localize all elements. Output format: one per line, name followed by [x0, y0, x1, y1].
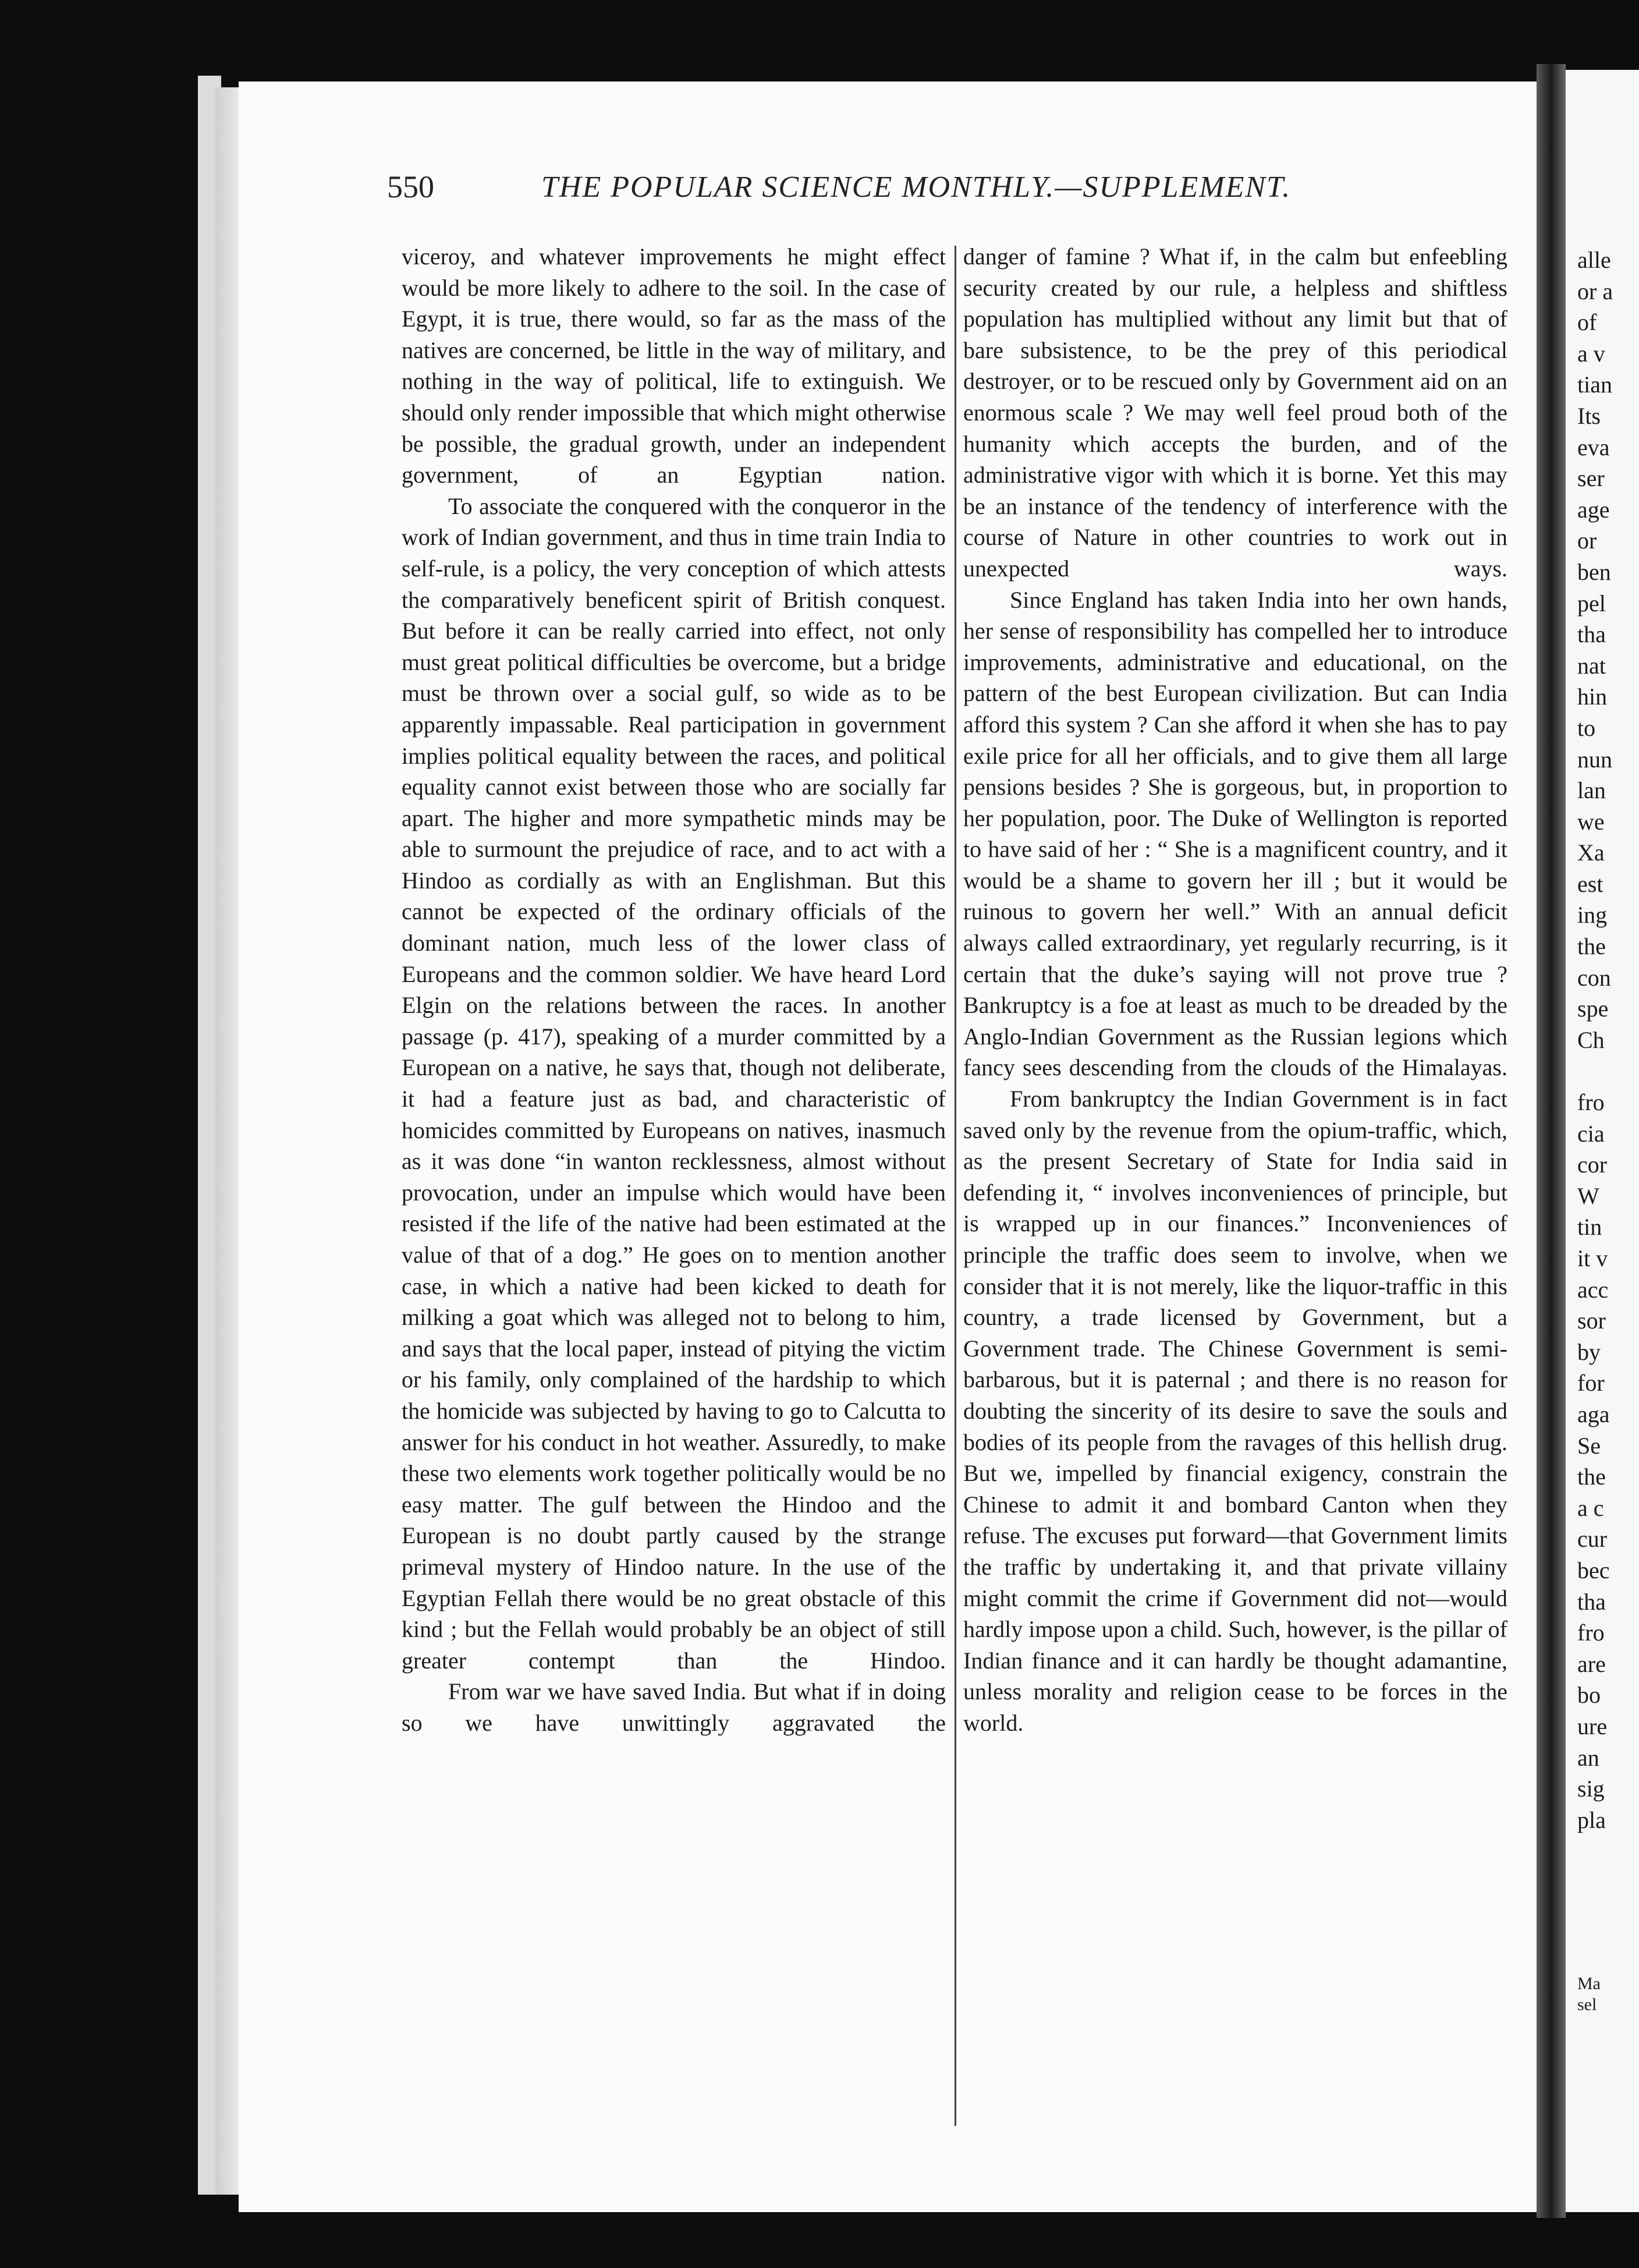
book-gutter — [1537, 64, 1566, 2218]
next-page-text-fragments: alle or a of a v tian Its eva ser age or ben pel tha nat hin to nun lan we Xa est ing the con spe Ch fro cia cor W tin it v acc sor by for aga Se the a c cur bec tha fro are bo ure an sig pla — [1577, 247, 1613, 1833]
running-title: THE POPULAR SCIENCE MONTHLY.—SUPPLEMENT. — [541, 171, 1292, 204]
paragraph: To associate the conquered with the conqueror in the work of Indian government, and thus in time train India to self-rule, is a policy, the very conception of which attests the comparatively beneficent spirit of British conquest. But before it can be really carried into effect, not only must great political difficulties be overcome, but a bridge must be thrown over a social gulf, so wide as to be apparently impassable. Real participation in government implies political equality between the races, and political equality cannot exist between those who are socially far apart. The higher and more sympathetic minds may be able to surmount the prejudice of race, and to act with a Hindoo as cordially as with an Englishman. But this cannot be expected of the ordinary officials of the dominant nation, much less of the lower class of Europeans and the common soldier. We have heard Lord Elgin on the relations between the races. In another passage (p. 417), speaking of a murder committed by a European on a native, he says that, though not deliberate, it had a feature just as bad, and characteristic of homicides committed by Europeans on natives, inasmuch as it was done “in wanton recklessness, almost without provocation, under an impulse which would have been resisted if the life of the native had been estimated at the value of that of a dog.” He goes on to mention another case, in which a native had been kicked to death for milking a goat which was alleged not to belong to him, and says that the local paper, instead of pitying the victim or his family, only complained of the hardship to which the homicide was subjected by having to go to Calcutta to answer for his conduct in hot weather. Assuredly, to make these two elements work together politically would be no easy matter. The gulf between the Hindoo and the European is no doubt partly caused by the strange primeval mystery of Hindoo nature. In the use of the Egyptian Fellah there would be no great obstacle of this kind ; but the Fellah would probably be an object of still greater contempt than the Hindoo. — [402, 492, 946, 1674]
next-page-edge — [1566, 70, 1639, 2212]
paragraph: danger of famine ? What if, in the calm but enfeebling security created by our rule, a helpless and shiftless population has multiplied without any limit but that of bare subsistence, to be the prey of this periodical destroyer, or to be rescued only by Government aid on an enormous scale ? We may well feel proud both of the humanity which accepts the burden, and of the administrative vigor with which it is borne. Yet this may be an instance of the tendency of interference with the course of Nature in other countries to work out in unexpected ways. — [963, 243, 1507, 582]
paragraph: From bankruptcy the Indian Government is in fact saved only by the revenue from the opium-traffic, which, as the present Secretary of State for India said in defending it, “ involves inconveniences of principle, but is wrapped up in our finances.” Inconveniences of principle the traffic does seem to involve, when we consider that it is not merely, like the liquor-traffic in this country, a trade licensed by Government, but a Government trade. The Chinese Government is semi-barbarous, but it is paternal ; and there is no reason for doubting the sincerity of its desire to save the souls and bodies of its people from the ravages of this hellish drug. But we, impelled by financial exigency, constrain the Chinese to admit it and bombard Canton when they refuse. The excuses put forward—that Government limits the traffic by undertaking it, and that private villainy might commit the crime if Government did not—would hardly impose upon a child. Such, however, is the pillar of Indian finance and it can hardly be thought adamantine, unless morality and religion cease to be forces in the world. — [963, 1086, 1507, 1736]
paragraph: From war we have saved India. But what if in doing so we have unwittingly aggravated the — [402, 1678, 946, 1736]
next-page-footnote-fragments: Ma sel — [1577, 1974, 1601, 2014]
book-page — [239, 81, 1537, 2212]
right-column — [963, 241, 1507, 1739]
paragraph: Since England has taken India into her own hands, her sense of responsibility has compelled her to introduce improvements, administrative and educational, on the pattern of the best European civilization. But can India afford this system ? Can she afford it when she has to pay exile price for all her officials, and to give them all large pensions besides ? She is gorgeous, but, in proportion to her population, poor. The Duke of Wellington is reported to have said of her : “ She is a magnificent country, and it would be a shame to govern her ill ; but it would be ruinous to govern her well.” With an annual deficit always called extraordinary, yet regularly recurring, is it certain that the duke’s saying will not prove true ? Bankruptcy is a foe at least as much to be dreaded by the Anglo-Indian Government as the Russian legions which fancy sees descending from the clouds of the Himalayas. — [963, 586, 1507, 1081]
page-number: 550 — [387, 169, 434, 204]
left-column — [402, 241, 946, 1739]
paragraph: viceroy, and whatever improvements he might effect would be more likely to adhere to the soil. In the case of Egypt, it is true, there would, so far as the mass of the natives are concerned, be little in the way of military, and nothing in the way of political, life to extinguish. We should only render impossible that which might otherwise be possible, the gradual growth, under an independent government, of an Egyptian nation. — [402, 243, 946, 488]
column-rule — [955, 246, 956, 2126]
page-header — [387, 169, 1475, 221]
